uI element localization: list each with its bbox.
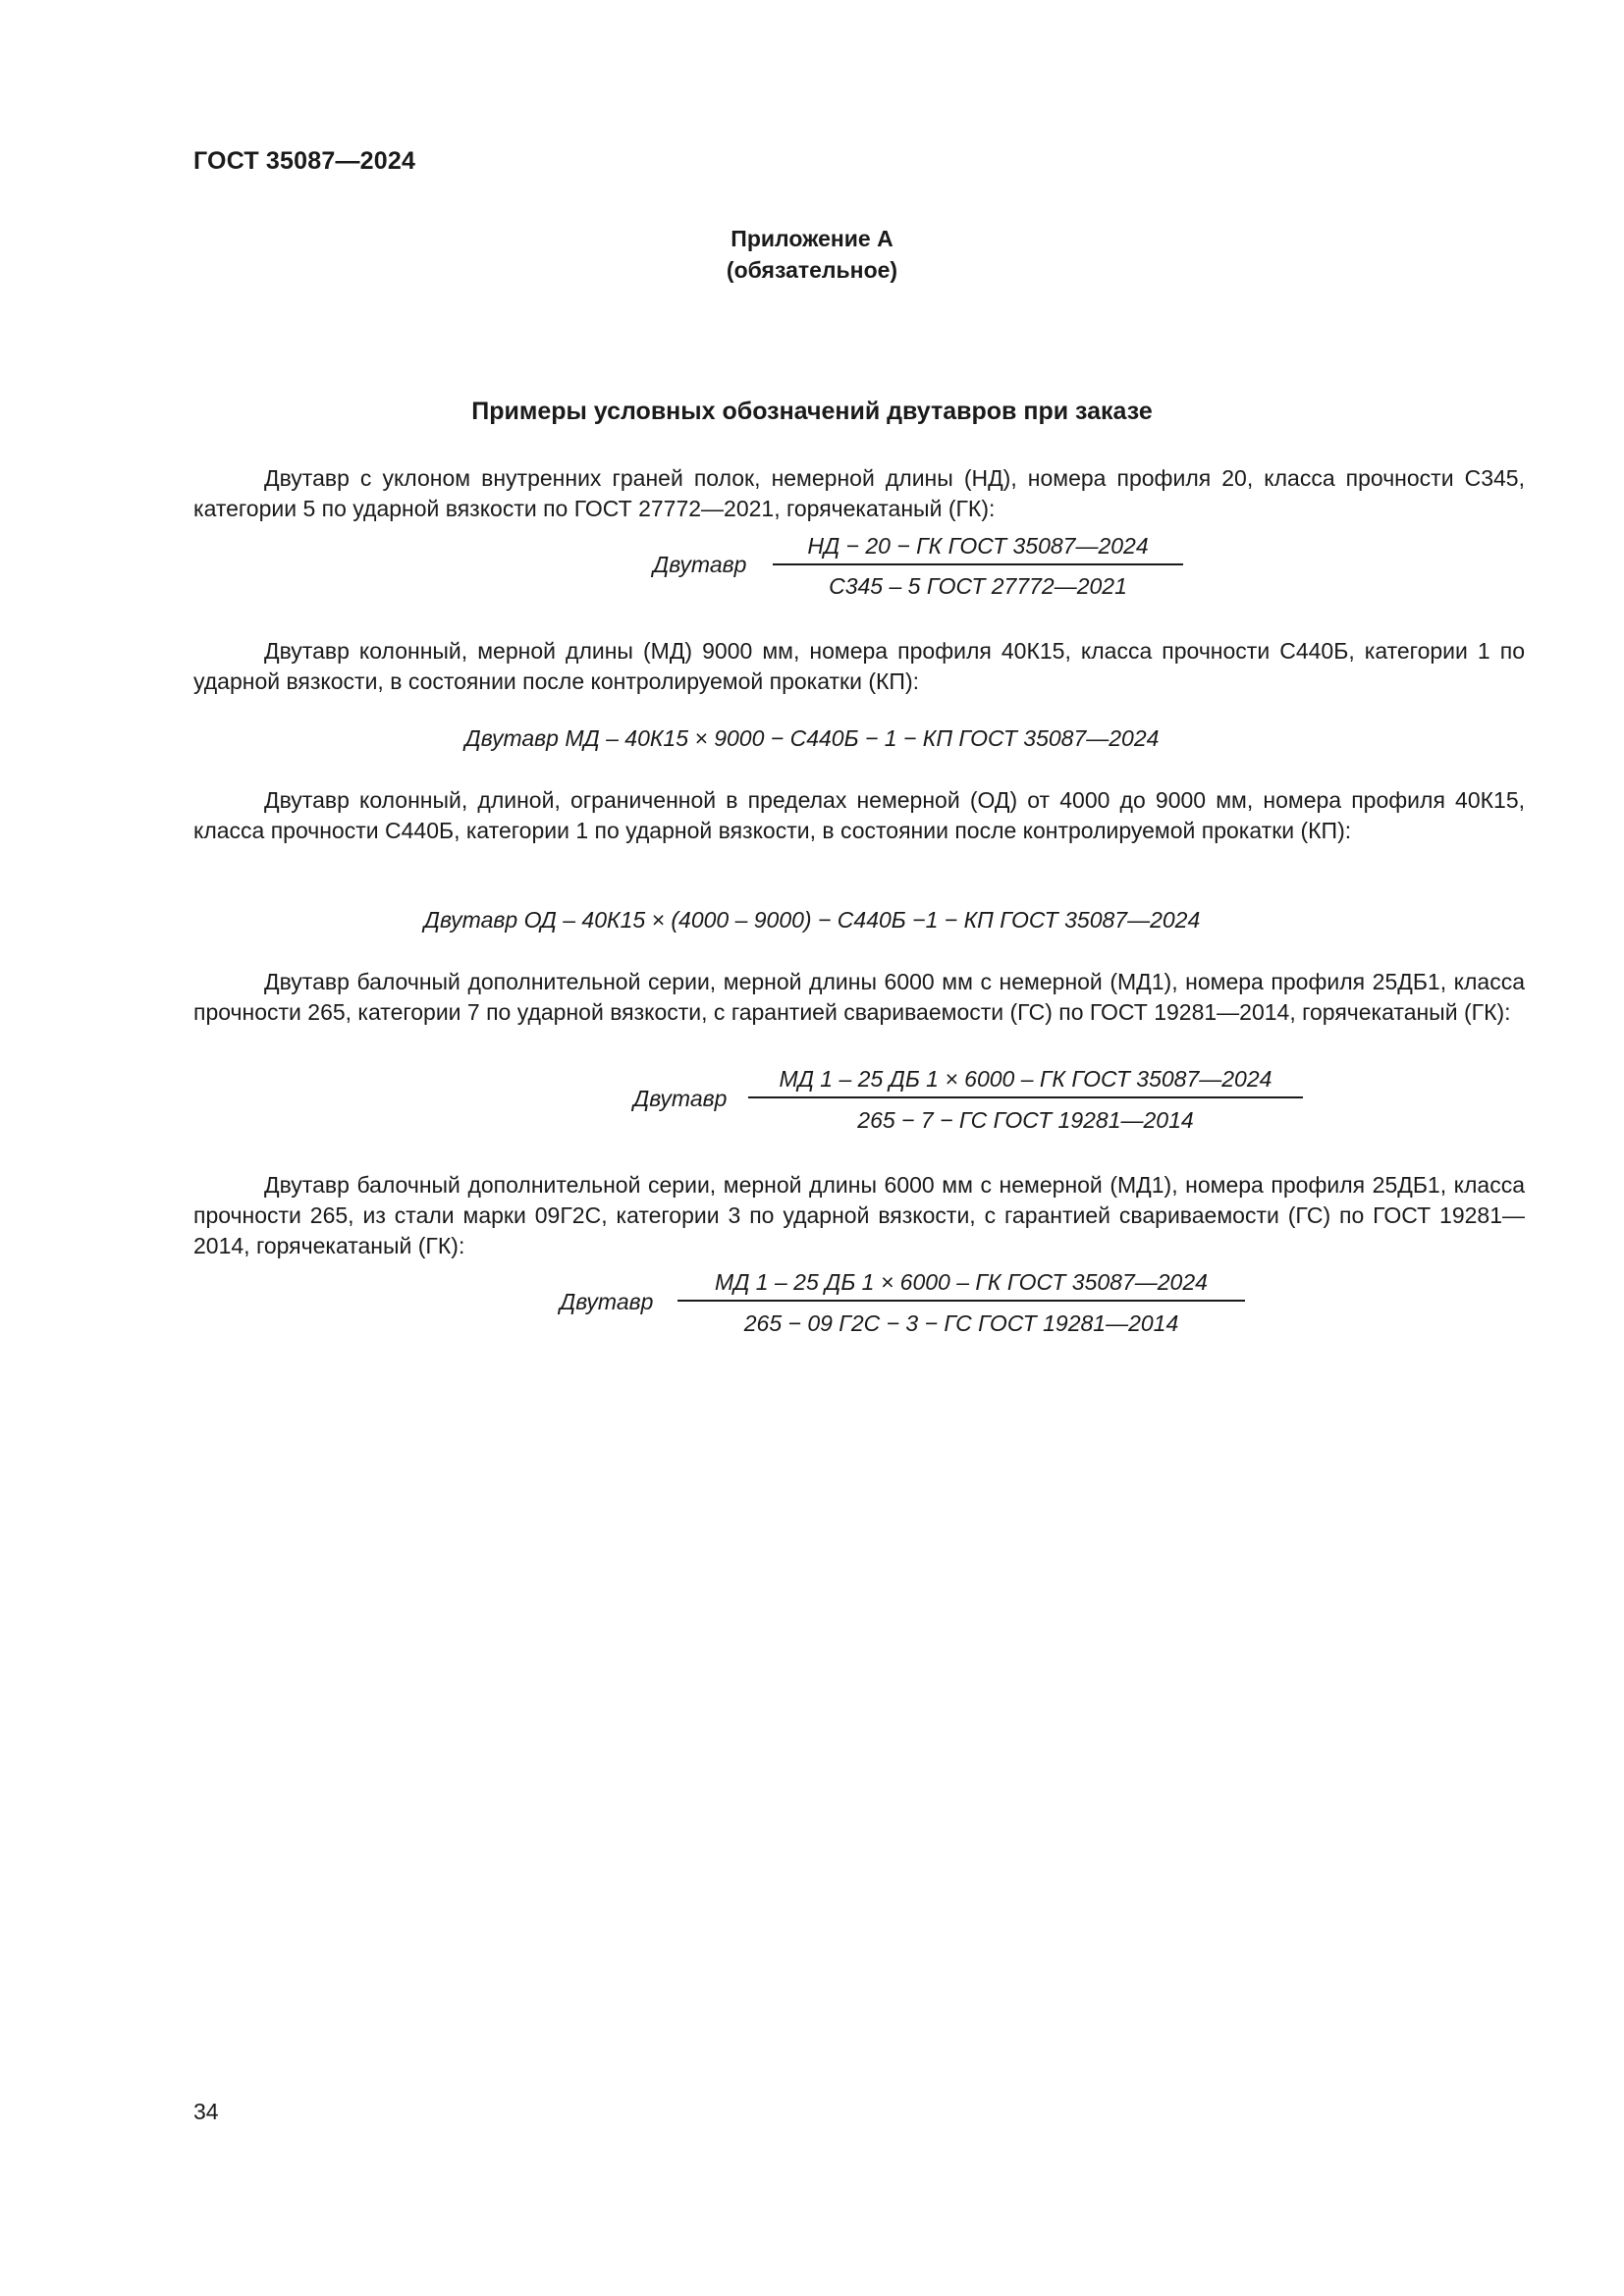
appendix-title: Приложение А <box>731 226 893 251</box>
example-2-formula: Двутавр МД – 40К15 × 9000 − С440Б − 1 − КП ГОСТ 35087—2024 <box>464 725 1160 751</box>
example-3-description: Двутавр колонный, длиной, ограниченной в пределах немерной (ОД) от 4000 до 9000 мм, номера профиля 40К15, класса прочности С440Б, категории 1 по ударной вязкости, в состоянии после контролируемой прокатки (КП): <box>193 787 1525 843</box>
example-1-denominator: С345 – 5 ГОСТ 27772—2021 <box>829 573 1127 599</box>
example-5-description: Двутавр балочный дополнительной серии, мерной длины 6000 мм с немерной (МД1), номера профиля 25ДБ1, класса прочности 265, из стали марки 09Г2С, категории 3 по ударной вязкости, с гарантией свариваемости (ГС) по ГОСТ 19281—2014, горячекатаный (ГК): <box>193 1172 1525 1258</box>
appendix-status: (обязательное) <box>726 257 898 283</box>
example-5-numerator: МД 1 – 25 ДБ 1 × 6000 – ГК ГОСТ 35087—2024 <box>677 1269 1245 1302</box>
example-4-description: Двутавр балочный дополнительной серии, мерной длины 6000 мм с немерной (МД1), номера профиля 25ДБ1, класса прочности 265, категории 7 по ударной вязкости, с гарантией свариваемости (ГС) по ГОСТ 19281—2014, горячекатаный (ГК): <box>193 969 1525 1025</box>
example-2-description: Двутавр колонный, мерной длины (МД) 9000 мм, номера профиля 40К15, класса прочности С440Б, категории 1 по ударной вязкости, в состоянии после контролируемой прокатки (КП): <box>193 638 1525 694</box>
example-5-denominator: 265 − 09 Г2С − 3 − ГС ГОСТ 19281—2014 <box>743 1310 1179 1336</box>
example-4-numerator: МД 1 – 25 ДБ 1 × 6000 – ГК ГОСТ 35087—2024 <box>748 1066 1303 1098</box>
document-code: ГОСТ 35087—2024 <box>193 147 416 175</box>
example-3-formula: Двутавр ОД – 40К15 × (4000 – 9000) − С440Б −1 − КП ГОСТ 35087—2024 <box>423 907 1201 933</box>
section-title: Примеры условных обозначений двутавров при заказе <box>471 398 1153 425</box>
example-1-label: Двутавр <box>653 552 747 577</box>
example-1-description: Двутавр с уклоном внутренних граней полок, немерной длины (НД), номера профиля 20, класса прочности С345, категории 5 по ударной вязкости по ГОСТ 27772—2021, горячекатаный (ГК): <box>193 465 1525 521</box>
example-1-numerator: НД − 20 − ГК ГОСТ 35087—2024 <box>773 533 1183 565</box>
page-number: 34 <box>193 2099 219 2124</box>
example-4-label: Двутавр <box>633 1086 728 1111</box>
example-4-denominator: 265 − 7 − ГС ГОСТ 19281—2014 <box>857 1107 1194 1133</box>
example-5-label: Двутавр <box>560 1289 654 1314</box>
